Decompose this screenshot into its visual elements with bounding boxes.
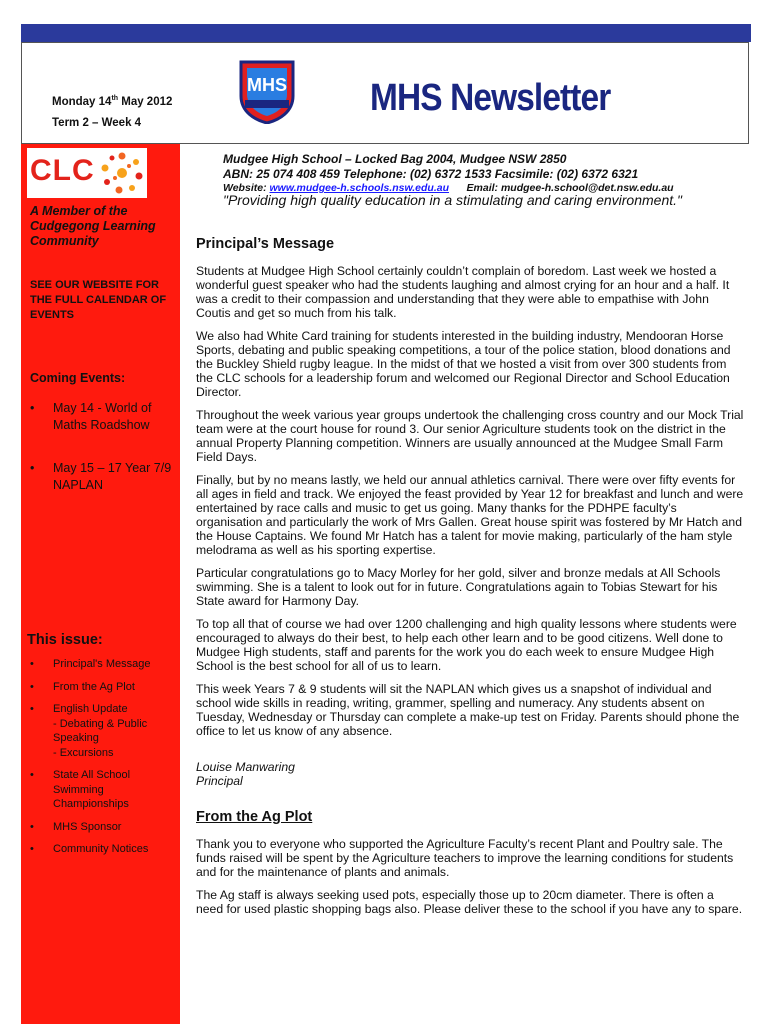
issue-item[interactable]: • MHS Sponsor bbox=[30, 820, 175, 835]
website-label: Website: bbox=[223, 182, 267, 194]
signature-role: Principal bbox=[196, 774, 243, 788]
event-item: • May 15 – 17 Year 7/9 NAPLAN bbox=[30, 460, 175, 494]
top-color-bar bbox=[21, 24, 751, 42]
paragraph: This week Years 7 & 9 students will sit the NAPLAN which gives us a snapshot of individual and school wide skills in reading, writing, grammer, spelling and numeracy. Any students absent on Tuesday, Wednesday or Thursday can complete a make-up test on Friday. Parents should phone the office to let us know of any absence. bbox=[196, 682, 740, 738]
issue-item[interactable]: • English Update - Debating & Public Speaking - Excursions bbox=[30, 702, 175, 760]
this-issue-list bbox=[30, 657, 175, 865]
member-note: A Member of the Cudgegong Learning Community bbox=[30, 204, 156, 248]
issue-item[interactable]: • State All School Swimming Championships bbox=[30, 768, 175, 812]
issue-item[interactable]: • Principal's Message bbox=[30, 657, 175, 672]
paragraph: The Ag staff is always seeking used pots, especially those up to 20cm diameter. There is often a need for used plastic shopping bags also. Please deliver these to the school if you have any to spare. bbox=[196, 888, 743, 916]
coming-events-list bbox=[30, 400, 175, 520]
issue-date: Monday 14th May 2012 bbox=[52, 95, 173, 108]
email-label: Email: bbox=[466, 182, 499, 194]
paragraph: Students at Mudgee High School certainly couldn’t complain of boredom. Last week we hosted a wonderful guest speaker who had the students laughing and almost crying for an hour and a half. It was a credit to their compassion and understanding that they were able to empathise with John Coutis and get so much from his talk. bbox=[196, 264, 730, 320]
website-link[interactable]: www.mudgee-h.schools.nsw.edu.au bbox=[269, 182, 449, 194]
address-line: Mudgee High School – Locked Bag 2004, Mudgee NSW 2850 bbox=[223, 152, 567, 166]
term-week: Term 2 – Week 4 bbox=[52, 117, 142, 129]
clc-logo: CLC bbox=[27, 148, 147, 198]
coming-events-title: Coming Events: bbox=[30, 371, 126, 385]
event-item: • May 14 - World of Maths Roadshow bbox=[30, 400, 175, 434]
signature bbox=[196, 760, 744, 788]
paragraph: Thank you to everyone who supported the Agriculture Faculty’s recent Plant and Poultry sale. The funds raised will be spent by the Agriculture teachers to improve the learning conditions for students and for the maintenance of plants and animals. bbox=[196, 837, 734, 879]
issue-item[interactable]: • Community Notices bbox=[30, 842, 175, 857]
newsletter-title: MHS Newsletter bbox=[370, 77, 611, 119]
issue-item[interactable]: • From the Ag Plot bbox=[30, 680, 175, 695]
contact-block bbox=[223, 152, 674, 196]
main-content bbox=[196, 236, 744, 925]
paragraph: Throughout the week various year groups undertook the challenging cross country and our Mock Trial team were at the court house for round 3. Our senior Agriculture students took on the district in the annual Property Planning competition. Winners are usually announced at the Mudgee Small Farm Field Days. bbox=[196, 408, 744, 464]
signature-name: Louise Manwaring bbox=[196, 760, 295, 774]
sun-burst-icon bbox=[99, 150, 145, 196]
ag-plot-heading: From the Ag Plot bbox=[196, 809, 313, 825]
phone-line: ABN: 25 074 408 459 Telephone: (02) 6372 1533 Facsimile: (02) 6372 6321 bbox=[223, 166, 639, 181]
principal-heading: Principal’s Message bbox=[196, 236, 335, 252]
email-address: mudgee-h.school@det.nsw.edu.au bbox=[500, 182, 674, 194]
school-motto: "Providing high quality education in a stimulating and caring environment." bbox=[223, 192, 682, 208]
paragraph: Finally, but by no means lastly, we held our annual athletics carnival. There were over fifty events for all ages in field and track. We enjoyed the feast provided by Year 12 for breakfast and lunch and were entertained by race calls and music to get us going. Many thanks for the PDHPE faculty’s organisation and particularly the work of Mrs Gallen. Great house spirit was fostered by Mr Hatch and the House Captains. We found Mr Hatch has a talent for movie making, particularly of the ham style melodrama as well as his sporting expertise. bbox=[196, 473, 744, 557]
paragraph: Particular congratulations go to Macy Morley for her gold, silver and bronze medals at All Schools swimming. She is a talent to look out for in future. Congratulations again to Tobias Stewart for his State award for Harmony Day. bbox=[196, 566, 721, 608]
svg-text:MHS: MHS bbox=[247, 75, 287, 95]
website-note: SEE OUR WEBSITE FOR THE FULL CALENDAR OF EVENTS bbox=[30, 279, 167, 321]
paragraph: We also had White Card training for students interested in the building industry, Mendooran Horse Sports, debating and public speaking competitions, a tour of the police station, blood donations and the Buckley Shield rugby league. In the midst of that we hosted a visit from over 300 students from the CLC schools for a leadership forum and welcomed our Regional Director and School Education Director. bbox=[196, 329, 731, 399]
paragraph: To top all that of course we had over 1200 challenging and high quality lessons where students were encouraged to always do their best, to help each other learn and to be good citizens. Well done to Mudgee High students, staff and parents for the work you do each week to ensure Mudgee High School is the best school for all of us to learn. bbox=[196, 617, 737, 673]
school-crest-logo bbox=[237, 58, 297, 129]
masthead bbox=[21, 42, 749, 144]
this-issue-title: This issue: bbox=[27, 632, 103, 648]
left-sidebar bbox=[21, 144, 180, 1024]
